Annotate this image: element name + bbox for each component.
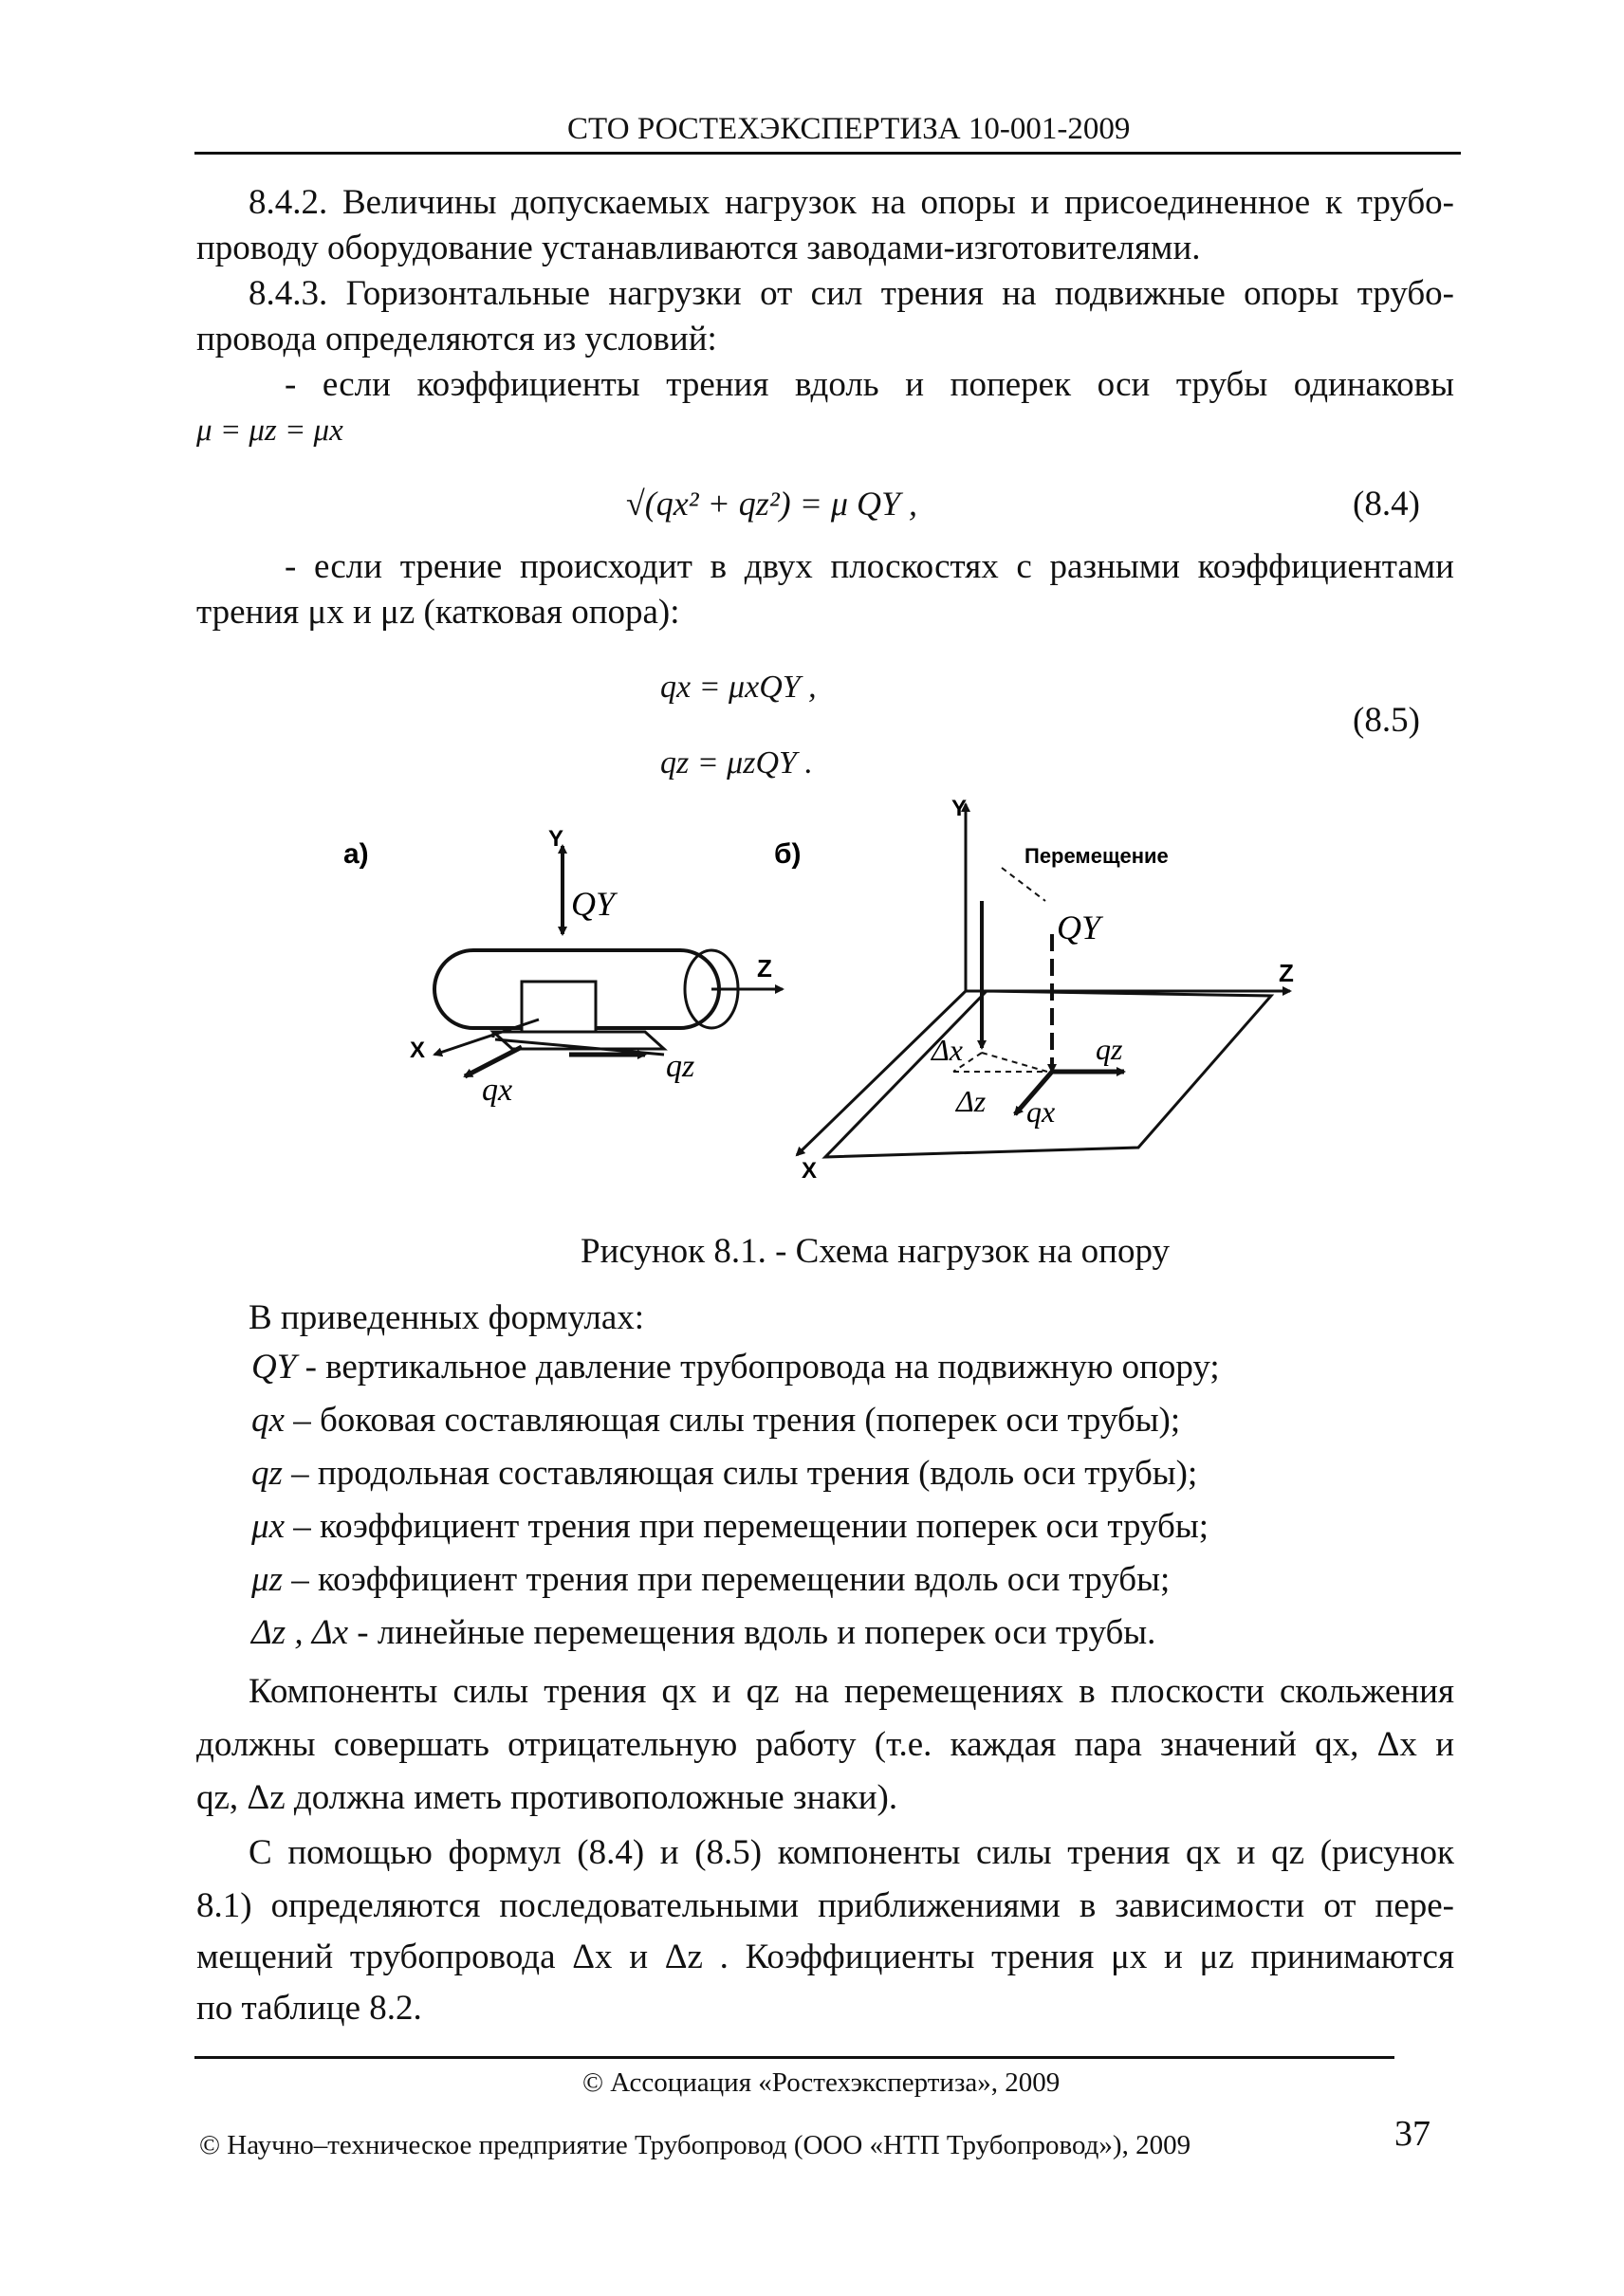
a-axis-z-label: Z bbox=[757, 954, 772, 983]
figure-caption: Рисунок 8.1. - Схема нагрузок на опору bbox=[581, 1232, 1170, 1271]
definition-text: – коэффициент трения при перемещении вдоль оси трубы; bbox=[282, 1560, 1171, 1599]
definition-symbol: qx bbox=[251, 1401, 285, 1440]
definition-item bbox=[251, 1612, 1155, 1653]
header-rule bbox=[194, 152, 1461, 155]
equation-number-8-4: (8.4) bbox=[1353, 485, 1420, 523]
case2-line1: - если трение происходит в двух плоскостях с разными коэффициентами bbox=[285, 547, 1454, 586]
formula-8-5-line1: qx = μxQY , bbox=[660, 670, 817, 705]
b-qz-label: qz bbox=[1096, 1032, 1123, 1066]
a-qx-label: qx bbox=[482, 1073, 513, 1108]
figure-8-1-load-scheme bbox=[323, 787, 1328, 1204]
definition-symbol: Δz , Δx bbox=[251, 1613, 349, 1652]
paragraph-842-line2: проводу оборудование устанавливаются заводами-изготовителями. bbox=[196, 229, 1201, 267]
equation-number-8-5: (8.5) bbox=[1353, 701, 1420, 740]
definition-text: – коэффициент трения при перемещении поперек оси трубы; bbox=[285, 1507, 1209, 1546]
b-axis-y-label: Y bbox=[951, 796, 968, 821]
footer-rule bbox=[194, 2056, 1394, 2059]
b-load-label: QY bbox=[1057, 909, 1101, 946]
b-axis-z-label: Z bbox=[1279, 959, 1294, 987]
a-qz-label: qz bbox=[666, 1049, 695, 1084]
b-axis-x-label: X bbox=[802, 1158, 818, 1184]
paragraph-843-line1: 8.4.3. Горизонтальные нагрузки от сил трения на подвижные опоры трубо- bbox=[249, 274, 1454, 313]
paragraph-approximation-line1: С помощью формул (8.4) и (8.5) компоненты силы трения qx и qz (рисунок bbox=[249, 1833, 1454, 1872]
b-qx-label: qx bbox=[1026, 1094, 1056, 1129]
case1-line1: - если коэффициенты трения вдоль и поперек оси трубы одинаковы bbox=[285, 365, 1454, 404]
paragraph-842-line1: 8.4.2. Величины допускаемых нагрузок на опоры и присоединенное к трубо- bbox=[249, 183, 1454, 222]
paragraph-approximation-line3: мещений трубопровода Δx и Δz . Коэффициенты трения μx и μz принимаются bbox=[196, 1938, 1454, 1976]
a-axis-y-label: Y bbox=[548, 826, 564, 852]
definition-symbol: μx bbox=[251, 1507, 285, 1546]
definition-symbol: μz bbox=[251, 1560, 283, 1599]
case1-mu-equality: μ = μz = μx bbox=[196, 413, 343, 448]
formula-8-5-line2: qz = μzQY . bbox=[660, 745, 813, 781]
b-dx-label: Δx bbox=[932, 1033, 963, 1067]
paragraph-843-line2: провода определяются из условий: bbox=[196, 320, 717, 358]
case2-line2: трения μx и μz (катковая опора): bbox=[196, 593, 680, 632]
formula-8-4: √(qx² + qz²) = μ QY , bbox=[626, 485, 917, 523]
definition-text: - вертикальное давление трубопровода на подвижную опору; bbox=[296, 1348, 1220, 1387]
paragraph-friction-components-line1: Компоненты силы трения qx и qz на перемещениях в плоскости скольжения bbox=[249, 1672, 1454, 1711]
footer-copyright-association: © Ассоциация «Ростехэкспертиза», 2009 bbox=[582, 2067, 1061, 2098]
a-axis-x-label: X bbox=[410, 1038, 426, 1063]
definition-item bbox=[251, 1506, 1209, 1547]
a-load-label: QY bbox=[571, 885, 616, 923]
paragraph-approximation-line4: по таблице 8.2. bbox=[196, 1989, 422, 2028]
definition-item bbox=[251, 1453, 1197, 1494]
definition-item bbox=[251, 1347, 1220, 1387]
paragraph-friction-components-line2: должны совершать отрицательную работу (т.е. каждая пара значений qx, Δx и bbox=[196, 1725, 1454, 1764]
figure-label-a: а) bbox=[343, 838, 369, 870]
definition-symbol: QY bbox=[251, 1348, 297, 1387]
definition-symbol: qz bbox=[251, 1454, 283, 1493]
definitions-intro: В приведенных формулах: bbox=[249, 1298, 645, 1337]
b-displacement-label: Перемещение bbox=[1024, 844, 1169, 868]
definition-text: - линейные перемещения вдоль и поперек оси трубы. bbox=[348, 1613, 1156, 1652]
footer-copyright-ntp: © Научно–техническое предприятие Трубопровод (ООО «НТП Трубопровод»), 2009 bbox=[199, 2130, 1191, 2160]
b-dz-label: Δz bbox=[956, 1084, 987, 1118]
pipe-support-diagram bbox=[434, 846, 783, 1076]
document-header: СТО РОСТЕХЭКСПЕРТИЗА 10-001-2009 bbox=[567, 112, 1131, 146]
paragraph-approximation-line2: 8.1) определяются последовательными приближениями в зависимости от пере- bbox=[196, 1886, 1454, 1925]
definition-text: – боковая составляющая силы трения (поперек оси трубы); bbox=[284, 1401, 1181, 1440]
definition-item bbox=[251, 1400, 1180, 1441]
page-number: 37 bbox=[1394, 2114, 1430, 2154]
definition-item bbox=[251, 1559, 1170, 1600]
paragraph-friction-components-line3: qz, Δz должна иметь противоположные знаки). bbox=[196, 1778, 898, 1817]
figure-label-b: б) bbox=[774, 838, 802, 870]
definition-text: – продольная составляющая силы трения (вдоль оси трубы); bbox=[282, 1454, 1198, 1493]
